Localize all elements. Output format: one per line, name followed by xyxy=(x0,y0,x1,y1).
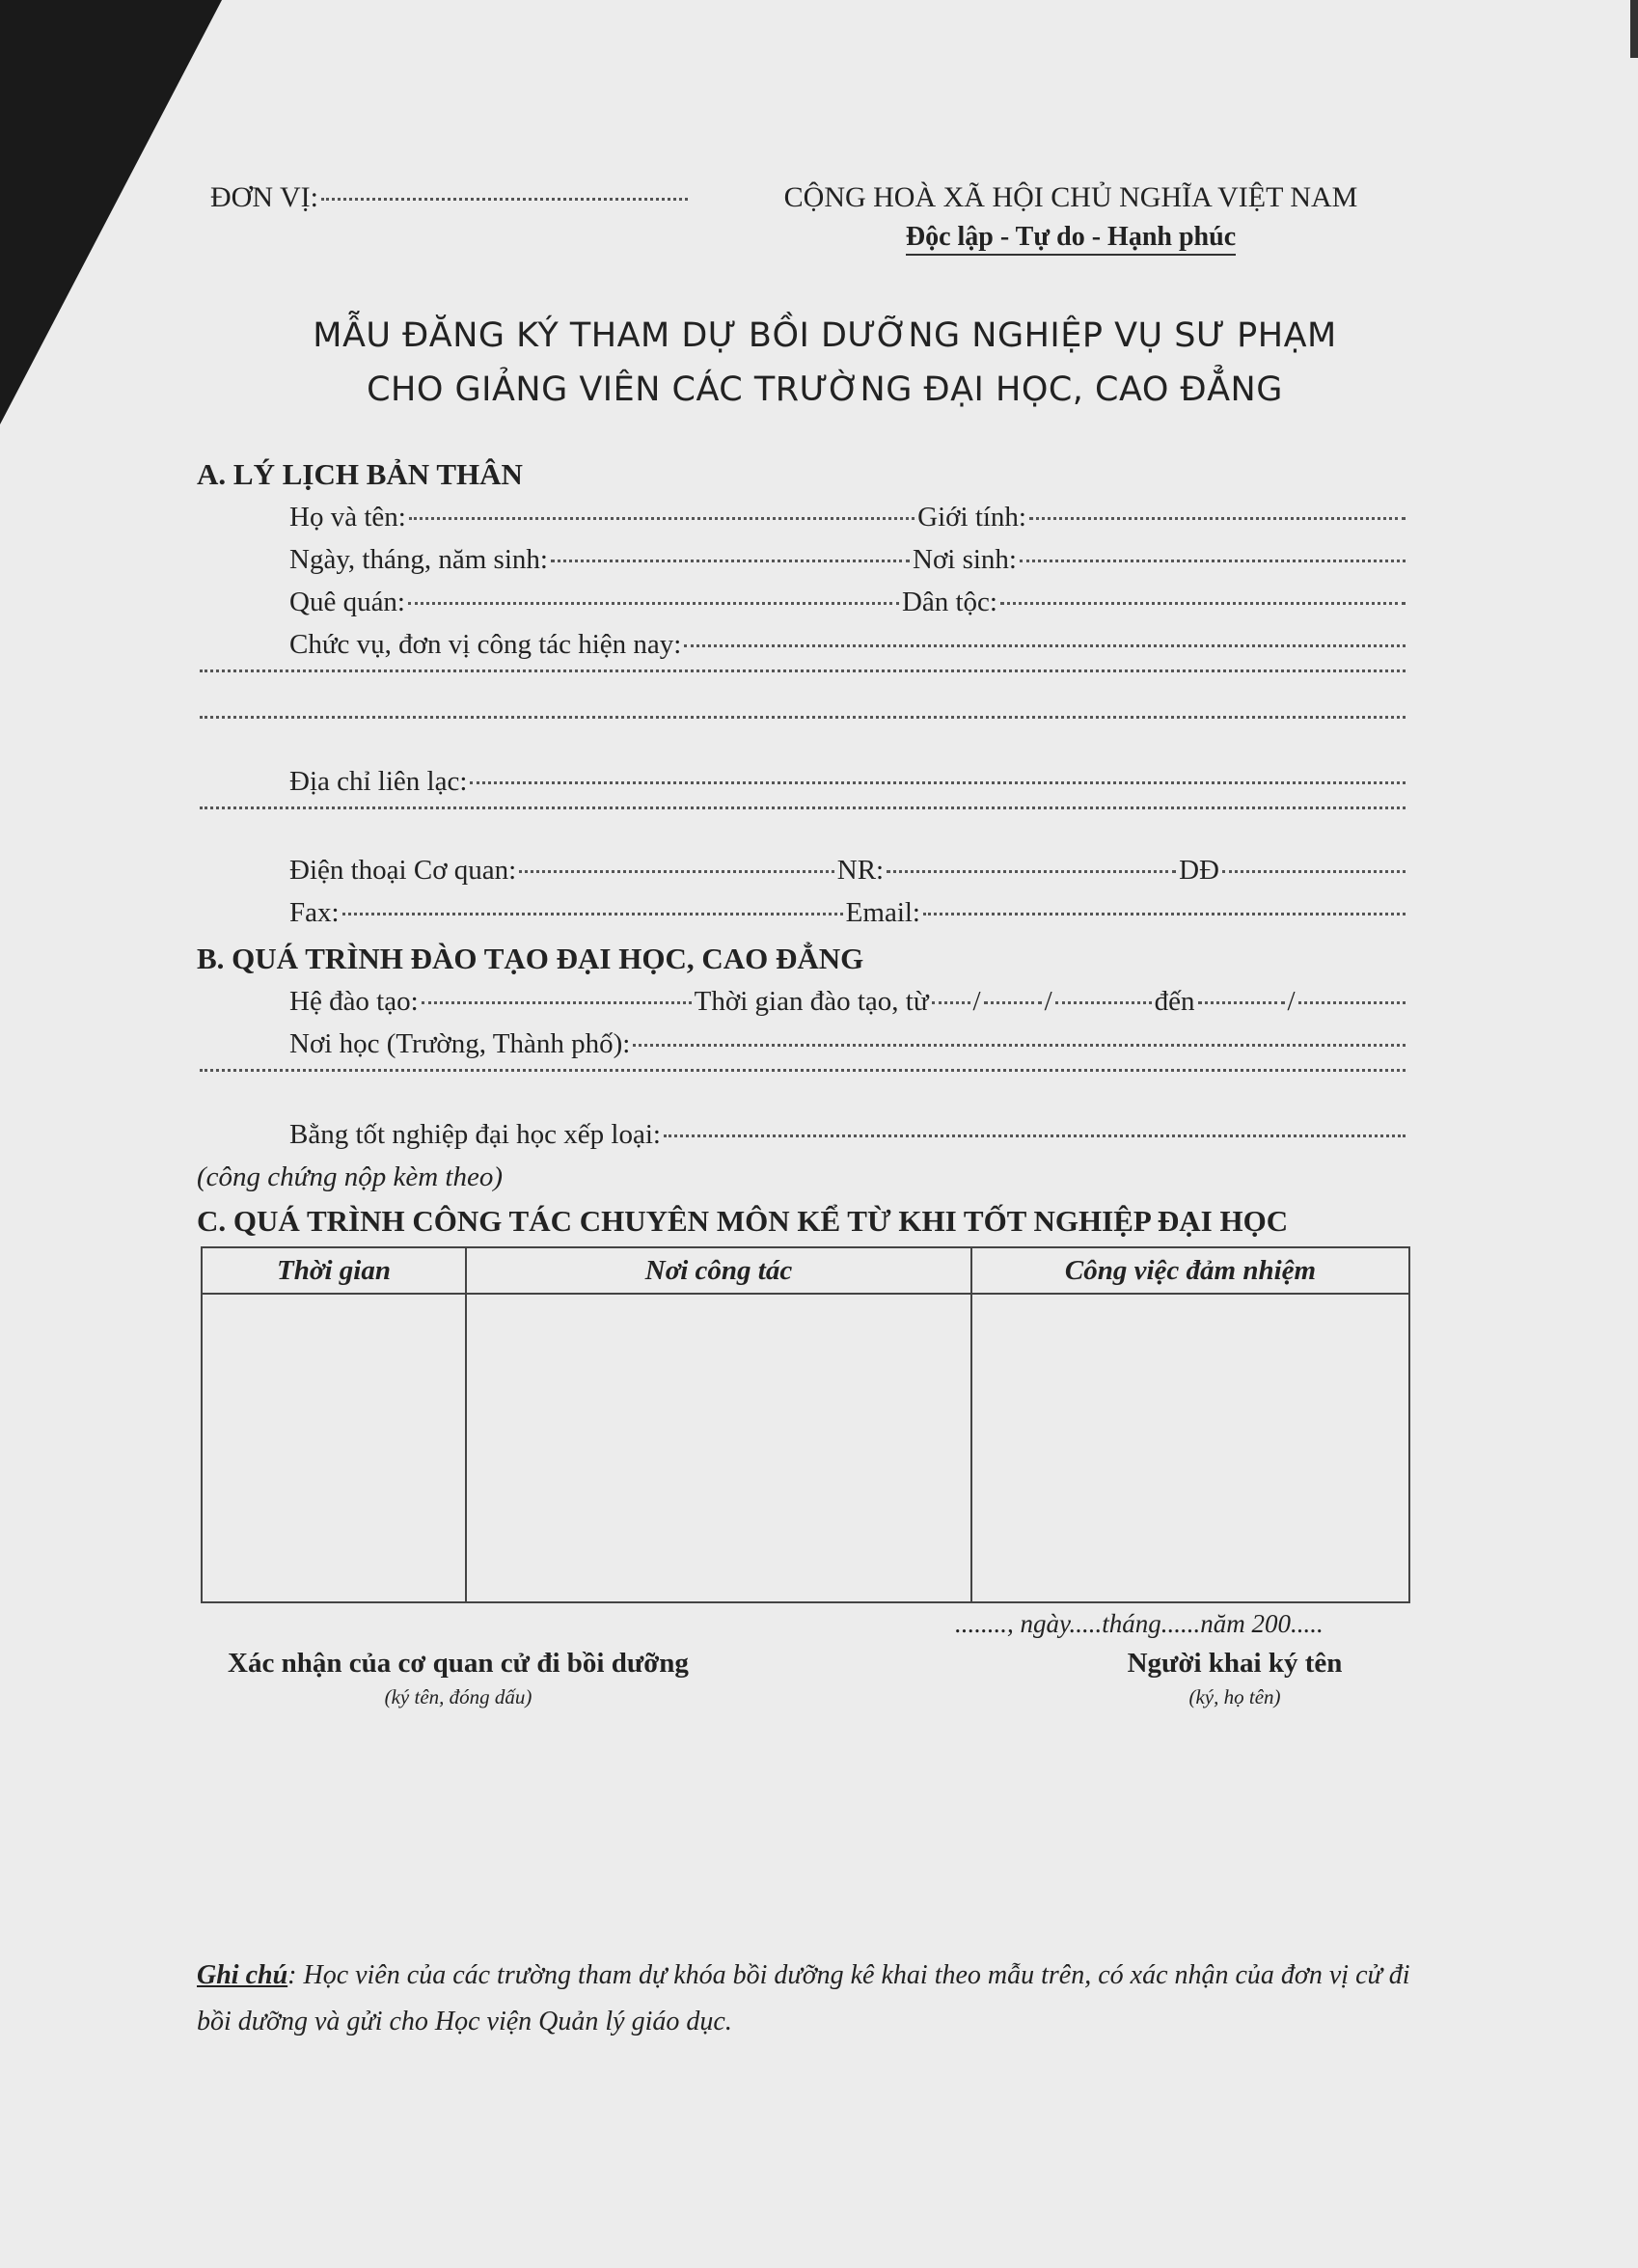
footnote xyxy=(197,1953,1422,2045)
from-year-input[interactable] xyxy=(1055,1001,1152,1004)
section-b-heading: B. QUÁ TRÌNH ĐÀO TẠO ĐẠI HỌC, CAO ĐẲNG xyxy=(197,942,864,975)
phone-office-input[interactable] xyxy=(519,870,834,873)
row-hometown-ethnicity xyxy=(289,587,1408,618)
ethnicity-label: Dân tộc: xyxy=(901,587,997,617)
unit-input-line[interactable] xyxy=(321,198,688,201)
ethnicity-input[interactable] xyxy=(1000,602,1406,605)
address-label: Địa chỉ liên lạc: xyxy=(289,766,468,797)
col-time-header: Thời gian xyxy=(202,1247,466,1294)
phone-mobile-label: DĐ xyxy=(1179,855,1219,886)
date-line: ........, ngày.....tháng......năm 200..... xyxy=(955,1609,1324,1638)
dob-input[interactable] xyxy=(551,560,910,562)
address-input-line-2[interactable] xyxy=(200,806,1406,809)
national-motto: Độc lập - Tự do - Hạnh phúc xyxy=(906,222,1236,256)
position-label: Chức vụ, đơn vị công tác hiện nay: xyxy=(289,629,682,660)
email-input[interactable] xyxy=(923,913,1406,915)
workplace-cell[interactable] xyxy=(466,1294,971,1602)
notarized-note: (công chứng nộp kèm theo) xyxy=(197,1161,503,1192)
row-dob-birthplace xyxy=(289,544,1408,576)
section-c-heading: C. QUÁ TRÌNH CÔNG TÁC CHUYÊN MÔN KỂ TỪ KHI TỐT NGHIỆP ĐẠI HỌC xyxy=(197,1204,1289,1238)
row-name-gender xyxy=(289,502,1408,533)
training-system-input[interactable] xyxy=(422,1001,692,1004)
position-input-line-3[interactable] xyxy=(200,716,1406,719)
row-school xyxy=(289,1028,1408,1060)
declarant-signature xyxy=(1023,1648,1447,1709)
unit-field xyxy=(210,181,691,214)
row-position-cont-1 xyxy=(197,675,1408,678)
duty-cell[interactable] xyxy=(971,1294,1409,1602)
row-phones xyxy=(289,855,1408,887)
row-address-cont xyxy=(197,812,1408,815)
to-month-input[interactable] xyxy=(1198,1001,1285,1004)
birthplace-input[interactable] xyxy=(1020,560,1406,562)
col-workplace-header: Nơi công tác xyxy=(466,1247,971,1294)
hometown-label: Quê quán: xyxy=(289,587,405,617)
title-line-2: CHO GIẢNG VIÊN CÁC TRƯỜNG ĐẠI HỌC, CAO ĐẲNG xyxy=(367,370,1283,409)
phone-home-input[interactable] xyxy=(887,870,1176,873)
table-header-row xyxy=(202,1247,1409,1294)
fax-label: Fax: xyxy=(289,897,340,928)
date-slash-2: / xyxy=(1044,986,1052,1017)
date-slash-3: / xyxy=(1287,986,1296,1017)
hometown-input[interactable] xyxy=(408,602,899,605)
national-header xyxy=(772,181,1370,256)
time-cell[interactable] xyxy=(202,1294,466,1602)
col-duty-header: Công việc đảm nhiệm xyxy=(971,1247,1409,1294)
table-row xyxy=(202,1294,1409,1602)
row-fax-email xyxy=(289,897,1408,929)
row-position-cont-2 xyxy=(197,722,1408,724)
phone-office-label: Điện thoại Cơ quan: xyxy=(289,855,517,886)
gender-input[interactable] xyxy=(1029,517,1406,520)
school-label: Nơi học (Trường, Thành phố): xyxy=(289,1028,631,1059)
footnote-text: : Học viên của các trường tham dự khóa bồi dưỡng kê khai theo mẫu trên, có xác nhận của đơn vị cử đi bồi dưỡng và gửi cho Học viện Quản lý giáo dục. xyxy=(197,1960,1410,2036)
birthplace-label: Nơi sinh: xyxy=(913,544,1017,575)
form-title xyxy=(212,309,1437,417)
date-slash-1: / xyxy=(972,986,981,1017)
degree-label: Bằng tốt nghiệp đại học xếp loại: xyxy=(289,1119,661,1150)
full-name-input[interactable] xyxy=(409,517,915,520)
school-input-line-2[interactable] xyxy=(200,1069,1406,1072)
declarant-signature-title: Người khai ký tên xyxy=(1127,1648,1343,1679)
row-school-cont xyxy=(197,1075,1408,1078)
phone-mobile-input[interactable] xyxy=(1222,870,1406,873)
position-input-line-2[interactable] xyxy=(200,669,1406,672)
email-label: Email: xyxy=(845,897,920,928)
from-month-input[interactable] xyxy=(984,1001,1042,1004)
position-input[interactable] xyxy=(684,644,1406,647)
agency-confirmation-sub: (ký tên, đóng dấu) xyxy=(384,1685,532,1708)
to-year-input[interactable] xyxy=(1298,1001,1406,1004)
row-position xyxy=(289,629,1408,661)
training-system-label: Hệ đào tạo: xyxy=(289,986,419,1017)
country-name: CỘNG HOÀ XÃ HỘI CHỦ NGHĨA VIỆT NAM xyxy=(783,181,1358,213)
declarant-signature-sub: (ký, họ tên) xyxy=(1188,1685,1281,1708)
from-day-input[interactable] xyxy=(932,1001,970,1004)
dob-label: Ngày, tháng, năm sinh: xyxy=(289,544,548,575)
degree-input[interactable] xyxy=(664,1134,1406,1137)
work-history-table xyxy=(201,1246,1410,1603)
gender-label: Giới tính: xyxy=(917,502,1026,533)
title-line-1: MẪU ĐĂNG KÝ THAM DỰ BỒI DƯỠNG NGHIỆP VỤ SƯ PHẠM xyxy=(313,316,1337,355)
footnote-label: Ghi chú xyxy=(197,1960,288,1990)
to-label: đến xyxy=(1154,986,1195,1017)
agency-confirmation-title: Xác nhận của cơ quan cử đi bồi dưỡng xyxy=(228,1648,689,1679)
full-name-label: Họ và tên: xyxy=(289,502,406,533)
phone-home-label: NR: xyxy=(836,855,885,886)
address-input[interactable] xyxy=(470,781,1406,784)
training-time-label: Thời gian đào tạo, từ xyxy=(694,986,929,1017)
row-degree xyxy=(289,1119,1408,1151)
agency-confirmation xyxy=(183,1648,733,1709)
section-a-heading: A. LÝ LỊCH BẢN THÂN xyxy=(197,457,523,491)
row-address xyxy=(289,766,1408,798)
fax-input[interactable] xyxy=(342,913,843,915)
unit-label: ĐƠN VỊ: xyxy=(210,181,318,213)
school-input[interactable] xyxy=(633,1044,1406,1047)
row-training xyxy=(289,986,1408,1018)
